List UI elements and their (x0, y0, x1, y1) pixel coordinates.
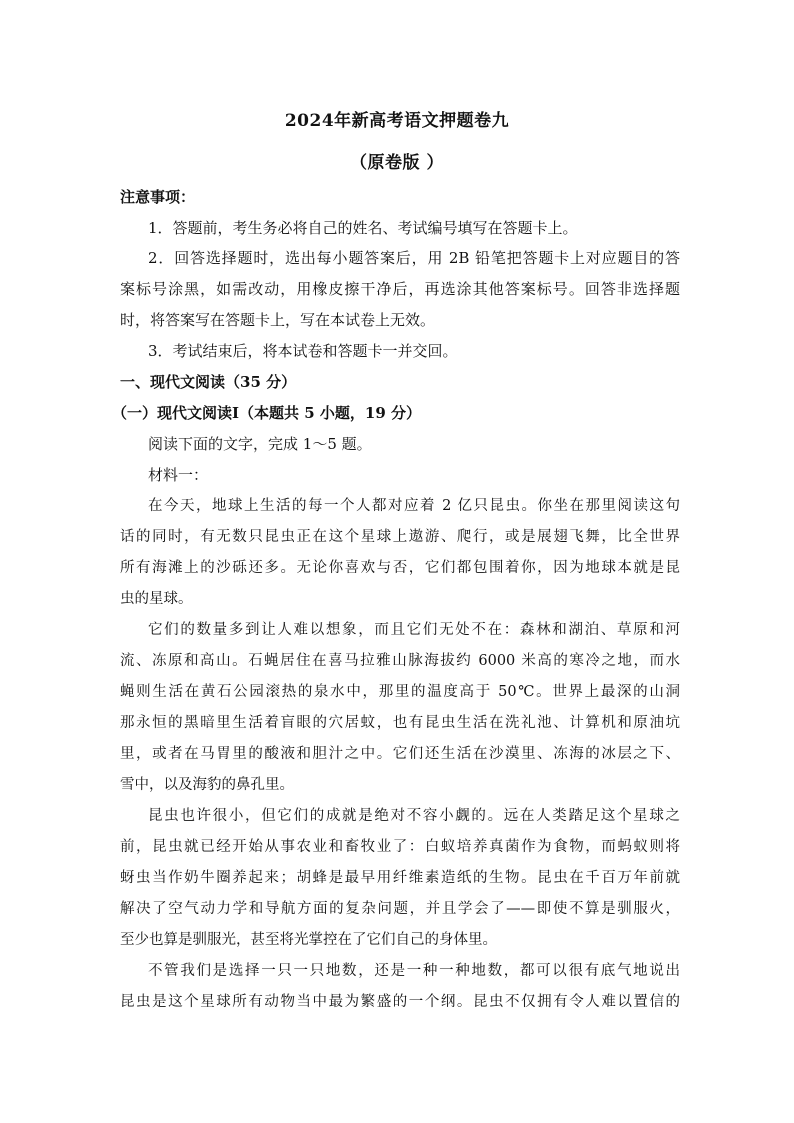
passage-p2-line-5: 里，或者在马胃里的酸液和胆汁之中。它们还生活在沙漠里、冻海的冰层之下、 (120, 746, 680, 762)
notice-item-1: 1．答题前，考生务必将自己的姓名、考试编号填写在答题卡上。 (148, 219, 578, 237)
passage-p3-line-2: 前，昆虫就已经开始从事农业和畜牧业了：白蚁培养真菌作为食物，而蚂蚁则将 (120, 839, 680, 855)
passage-p2-line-1: 它们的数量多到让人难以想象，而且它们无处不在：森林和湖泊、草原和河 (148, 622, 680, 638)
passage-p1-line-3: 所有海滩上的沙砾还多。无论你喜欢与否，它们都包围着你，因为地球本就是昆 (120, 560, 680, 576)
notice-heading: 注意事项： (120, 188, 196, 206)
notice-item-2-line-2: 案标号涂黑，如需改动，用橡皮擦干净后，再选涂其他答案标号。回答非选择题 (120, 280, 680, 298)
exam-title: 2024年新高考语文押题卷九 (284, 111, 510, 131)
passage-p3-line-1: 昆虫也许很小，但它们的成就是绝对不容小觑的。远在人类踏足这个星球之 (148, 808, 680, 824)
passage-p3-line-5: 至少也算是驯服光，甚至将光掌控在了它们自己的身体里。 (120, 932, 497, 948)
passage-p3-line-4: 解决了空气动力学和导航方面的复杂问题，并且学会了——即使不算是驯服火， (120, 901, 680, 917)
sub-section-heading: （一）现代文阅读Ⅰ（本题共 5 小题，19 分） (112, 404, 421, 422)
material-label: 材料一： (148, 466, 209, 484)
reading-instruction: 阅读下面的文字，完成 1～5 题。 (148, 435, 372, 453)
passage-p4-line-2: 昆虫是这个星球所有动物当中最为繁盛的一个纲。昆虫不仅拥有令人难以置信的 (120, 994, 680, 1010)
notice-item-2-line-1: 2．回答选择题时，选出每小题答案后，用 2B 铅笔把答题卡上对应题目的答 (148, 249, 680, 267)
notice-item-2-line-3: 时，将答案写在答题卡上，写在本试卷上无效。 (120, 311, 436, 329)
passage-p2-line-4: 那永恒的黑暗里生活着盲眼的穴居蚊，也有昆虫生活在洗礼池、计算机和原油坑 (120, 715, 680, 731)
passage-p1-line-4: 虫的星球。 (120, 591, 193, 607)
notice-item-3: 3．考试结束后，将本试卷和答题卡一并交回。 (148, 342, 458, 360)
passage-p2-line-2: 流、冻原和高山。石蝇居住在喜马拉雅山脉海拔约 6000 米高的寒冷之地，而水 (120, 653, 680, 669)
passage-p2-line-6: 雪中，以及海豹的鼻孔里。 (120, 777, 294, 793)
passage-p4-line-1: 不管我们是选择一只一只地数，还是一种一种地数，都可以很有底气地说出 (148, 963, 680, 979)
passage-p3-line-3: 蚜虫当作奶牛圈养起来；胡蜂是最早用纤维素造纸的生物。昆虫在千百万年前就 (120, 870, 680, 886)
exam-subtitle: （原卷版 ） (350, 153, 444, 173)
passage-p2-line-3: 蝇则生活在黄石公园滚热的泉水中，那里的温度高于 50℃。世界上最深的山洞 (120, 684, 680, 700)
passage-p1-line-1: 在今天，地球上生活的每一个人都对应着 2 亿只昆虫。你坐在那里阅读这句 (148, 498, 680, 514)
section-heading: 一、现代文阅读（35 分） (120, 373, 297, 391)
passage-p1-line-2: 话的同时，有无数只昆虫正在这个星球上遨游、爬行，或是展翅飞舞，比全世界 (120, 529, 680, 545)
